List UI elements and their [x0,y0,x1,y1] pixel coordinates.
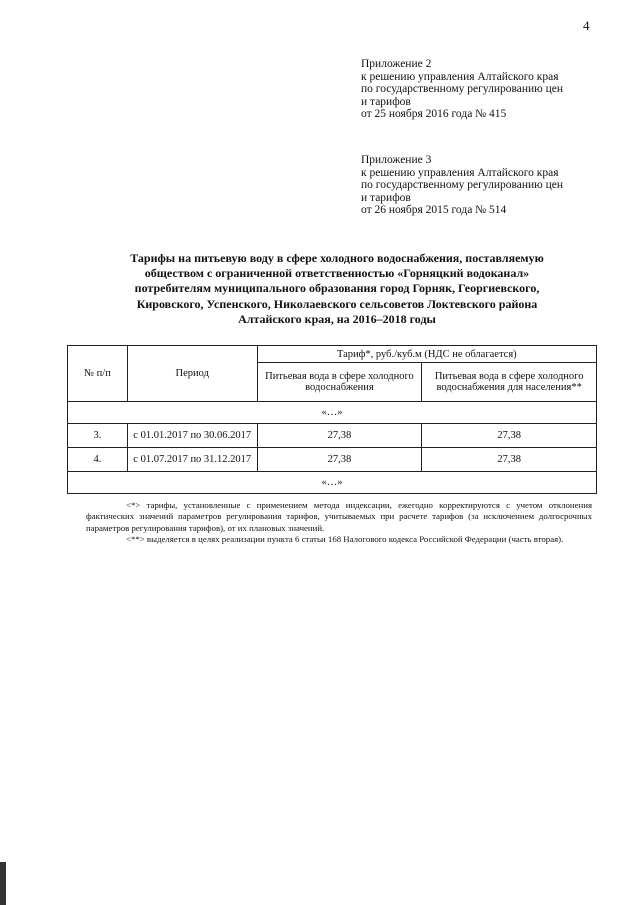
document-title [70,251,604,327]
appendix-3-line: Приложение 3 [361,154,432,166]
appendix-2-header [361,58,631,121]
title-line: Кировского, Успенского, Николаевского сельсоветов Локтевского района [136,296,538,311]
appendix-2-line: к решению управления Алтайского края [361,70,559,83]
appendix-3-line: и тарифов [361,191,411,204]
footnote-2: <**> выделяется в целях реализации пункта 6 статьи 168 Налогового кодекса Российской Федерации (часть вторая). [126,534,564,545]
row-tariff-population: 27,38 [422,424,597,448]
header-water-population: Питьевая вода в сфере холодного водоснабжения для населения** [422,363,597,402]
table-header-row [68,346,597,363]
row-tariff: 27,38 [257,424,422,448]
row-tariff-population: 27,38 [422,448,597,472]
row-period: с 01.01.2017 по 30.06.2017 [127,424,257,448]
title-line: обществом с ограниченной ответственностью «Горняцкий водоканал» [144,266,530,281]
table-ellipsis-row [68,472,597,494]
page-number: 4 [583,18,590,33]
appendix-2-line: Приложение 2 [361,58,432,70]
appendix-3-line: к решению управления Алтайского края [361,166,559,179]
footnote-1: <*> тарифы, установленные с применением метода индексации, ежегодно корректируются с учетом отклонения фактических значений параметров регулирования тарифов, учитываемых при расчете тарифов (за исключением долгосрочных параметров регулирования тарифов), от их плановых значений. [86,500,592,533]
appendix-2-line: по государственному регулированию цен [361,83,564,95]
row-tariff: 27,38 [257,448,422,472]
header-tariff: Тариф*, руб./куб.м (НДС не облагается) [257,346,596,363]
appendix-3-line: от 26 ноября 2015 года № 514 [361,204,507,216]
appendix-2-line: от 25 ноября 2016 года № 415 [361,108,507,120]
scan-edge-mark [0,862,6,905]
table-row [68,424,597,448]
appendix-2-line: и тарифов [361,95,411,108]
ellipsis-top: «…» [68,402,597,424]
table-ellipsis-row [68,402,597,424]
table-row [68,448,597,472]
appendix-3-line: по государственному регулированию цен [361,179,564,191]
row-number: 3. [68,424,128,448]
header-number: № п/п [68,346,128,402]
title-line: Алтайского края, на 2016–2018 годы [238,311,436,326]
tariff-table [67,345,597,494]
ellipsis-bottom: «…» [68,472,597,494]
title-line: Тарифы на питьевую воду в сфере холодного водоснабжения, поставляемую [130,251,544,265]
header-period: Период [127,346,257,402]
title-line: потребителям муниципального образования город Горняк, Георгиевского, [134,281,540,296]
row-period: с 01.07.2017 по 31.12.2017 [127,448,257,472]
footnotes [86,500,592,546]
row-number: 4. [68,448,128,472]
header-water: Питьевая вода в сфере холодного водоснабжения [257,363,422,402]
appendix-3-header [361,154,631,217]
